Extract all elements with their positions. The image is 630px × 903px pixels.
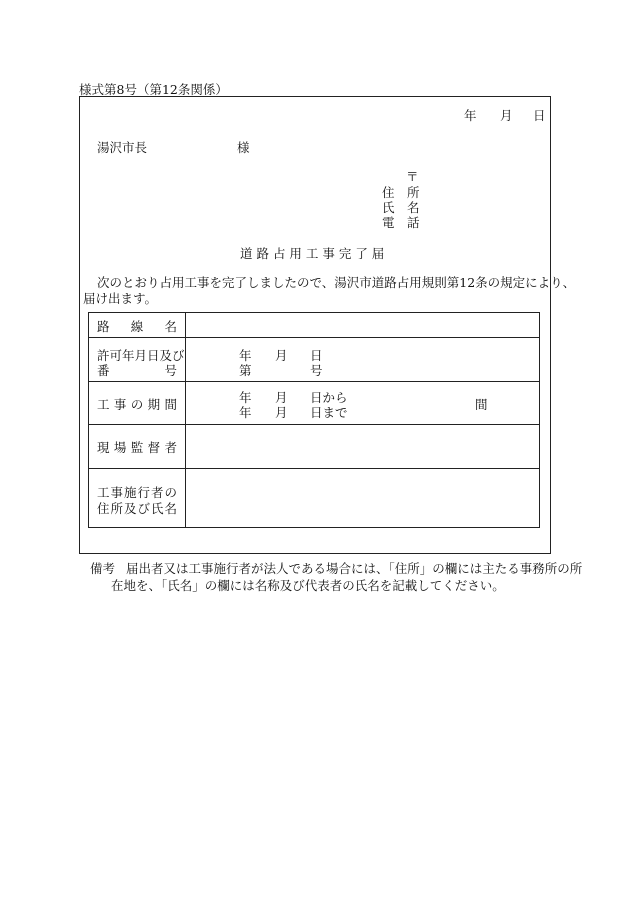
note-line-1: 届出者又は工事施行者が法人である場合には、「住所」の欄には主たる事務所の所 xyxy=(126,561,583,576)
route-label: 路線名 xyxy=(97,319,177,334)
postal-mark: 〒 xyxy=(406,169,419,184)
table-row-divider xyxy=(89,337,539,338)
period-to-day: 日まで xyxy=(310,405,348,420)
contractor-label-line-1: 工事施行者の xyxy=(97,485,177,500)
note-label: 備考 xyxy=(90,561,116,576)
date-year: 年 xyxy=(464,108,477,123)
applicant-address-label: 住 所 xyxy=(382,185,420,200)
details-table xyxy=(88,312,540,528)
applicant-name-label: 氏 名 xyxy=(382,200,420,215)
permit-label-line-1: 許可年月日及び xyxy=(97,348,185,363)
permit-label-line-2: 番号 xyxy=(97,363,177,378)
addressee-honorific: 様 xyxy=(237,140,250,155)
applicant-phone-label: 電 話 xyxy=(382,215,420,230)
period-label: 工事の期間 xyxy=(97,397,177,412)
date-month: 月 xyxy=(500,108,513,123)
period-from-month: 月 xyxy=(275,390,288,405)
note-line-2: 在地を、「氏名」の欄には名称及び代表者の氏名を記載してください。 xyxy=(111,578,505,593)
table-column-divider xyxy=(185,313,186,527)
supervisor-label: 現場監督者 xyxy=(97,440,177,455)
table-row-divider xyxy=(89,381,539,382)
permit-date-day: 日 xyxy=(310,348,323,363)
period-to-year: 年 xyxy=(239,405,252,420)
period-from-day: 日から xyxy=(310,390,348,405)
addressee-mayor: 湯沢市長 xyxy=(97,140,148,155)
body-line-1: 次のとおり占用工事を完了しましたので、湯沢市道路占用規則第12条の規定により、 xyxy=(97,275,576,290)
document-title: 道 路 占 用 工 事 完 了 届 xyxy=(240,246,385,261)
period-to-month: 月 xyxy=(275,405,288,420)
form-number: 様式第8号（第12条関係） xyxy=(79,82,228,97)
period-between: 間 xyxy=(475,397,488,412)
permit-date-month: 月 xyxy=(275,348,288,363)
table-row-divider xyxy=(89,468,539,469)
body-line-2: 届け出ます。 xyxy=(83,291,158,306)
contractor-label-line-2: 住所及び氏名 xyxy=(97,501,177,516)
permit-date-year: 年 xyxy=(239,348,252,363)
period-from-year: 年 xyxy=(239,390,252,405)
permit-number-prefix: 第 xyxy=(239,363,252,378)
table-row-divider xyxy=(89,424,539,425)
permit-number-suffix: 号 xyxy=(310,363,323,378)
date-day: 日 xyxy=(533,108,546,123)
